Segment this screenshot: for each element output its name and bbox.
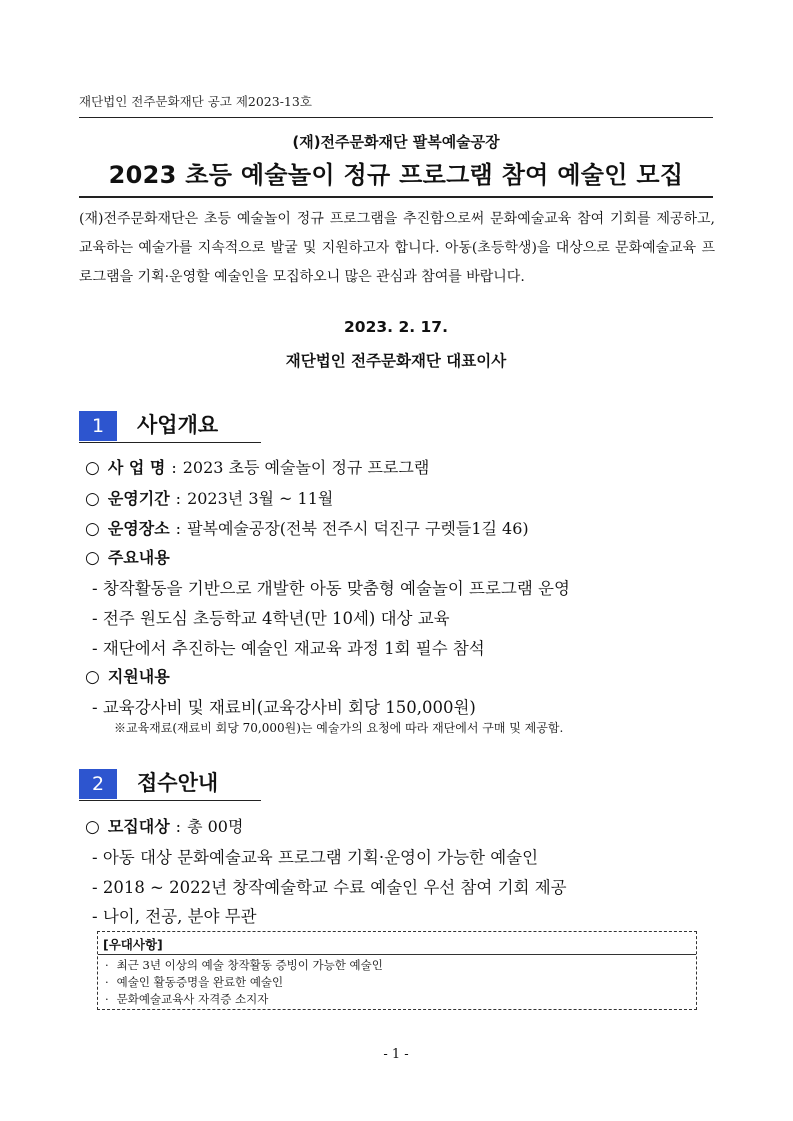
circle-bullet-icon: ○	[85, 519, 100, 539]
main-content-bullet: - 창작활동을 기반으로 개발한 아동 맞춤형 예술놀이 프로그램 운영	[92, 579, 570, 598]
item-project-name: ○ 사 업 명 : 2023 초등 예술놀이 정규 프로그램	[85, 458, 430, 478]
recruit-bullet: - 아동 대상 문화예술교육 프로그램 기획·운영이 가능한 예술인	[92, 848, 539, 867]
item-support	[85, 664, 170, 687]
main-content-bullet: - 재단에서 추진하는 예술인 재교육 과정 1회 필수 참석	[92, 639, 485, 658]
item-venue: ○ 운영장소 : 팔복예술공장(전북 전주시 덕진구 구렛들1길 46)	[85, 519, 529, 539]
top-divider	[79, 117, 713, 118]
preference-item: · 예술인 활동증명을 완료한 예술인	[105, 974, 383, 991]
section-2-title: 접수안내	[137, 771, 219, 795]
document-title: 2023 초등 예술놀이 정규 프로그램 참여 예술인 모집	[108, 161, 684, 189]
preference-list	[105, 957, 383, 1008]
preference-item: · 문화예술교육사 자격증 소지자	[105, 991, 383, 1008]
item-label: 주요내용	[107, 548, 170, 567]
circle-bullet-icon: ○	[85, 667, 100, 687]
recruit-bullet: - 2018 ~ 2022년 창작예술학교 수료 예술인 우선 참여 기회 제공	[92, 878, 567, 897]
section-1-badge: 1	[79, 411, 117, 441]
organization-signature: 재단법인 전주문화재단 대표이사	[285, 352, 507, 370]
circle-bullet-icon: ○	[85, 489, 100, 509]
item-label: 운영기간	[107, 489, 170, 508]
document-subtitle: (재)전주문화재단 팔복예술공장	[292, 133, 500, 151]
item-recruit-target: ○ 모집대상 : 총 00명	[85, 817, 244, 837]
section-1-title: 사업개요	[137, 413, 219, 437]
preference-divider	[98, 954, 696, 955]
section-2-underline	[79, 800, 261, 801]
item-label: 사 업 명	[107, 458, 166, 477]
preference-title: [우대사항]	[103, 937, 163, 952]
preference-box	[97, 931, 697, 1010]
circle-bullet-icon: ○	[85, 458, 100, 478]
title-divider	[79, 196, 713, 198]
recruit-bullet: - 나이, 전공, 분야 무관	[92, 907, 257, 926]
item-value: 총 00명	[187, 817, 244, 836]
intro-paragraph: (재)전주문화재단은 초등 예술놀이 정규 프로그램을 추진함으로써 문화예술교육 참여 기회를 제공하고, 교육하는 예술가를 지속적으로 발굴 및 지원하고자 합니다. 아동(초등학생)을 대상으로 문화예술교육 프로그램을 기획·운영할 예술인을 모집하오니 많은 관심과 참여를 바랍니다.	[79, 211, 715, 285]
item-label: 모집대상	[107, 817, 170, 836]
item-main-content	[85, 545, 170, 568]
announcement-date: 2023. 2. 17.	[344, 318, 448, 336]
item-label: 지원내용	[107, 667, 170, 686]
section-1-underline	[79, 442, 261, 443]
section-2-header	[79, 769, 279, 801]
preference-item: · 최근 3년 이상의 예술 창작활동 증빙이 가능한 예술인	[105, 957, 383, 974]
item-label: 운영장소	[107, 519, 170, 538]
item-period: ○ 운영기간 : 2023년 3월 ~ 11월	[85, 489, 334, 509]
support-note: ※교육재료(재료비 회당 70,000원)는 예술가의 요청에 따라 재단에서 구매 및 제공함.	[114, 721, 564, 735]
page-number: - 1 -	[383, 1047, 409, 1062]
circle-bullet-icon: ○	[85, 817, 100, 837]
section-1-header	[79, 411, 279, 443]
main-content-bullet: - 전주 원도심 초등학교 4학년(만 10세) 대상 교육	[92, 609, 450, 628]
notice-number: 재단법인 전주문화재단 공고 제2023-13호	[79, 94, 312, 109]
section-2-badge: 2	[79, 769, 117, 799]
item-value: 팔복예술공장(전북 전주시 덕진구 구렛들1길 46)	[187, 519, 529, 538]
circle-bullet-icon: ○	[85, 548, 100, 568]
item-value: 2023 초등 예술놀이 정규 프로그램	[182, 458, 430, 477]
item-value: 2023년 3월 ~ 11월	[187, 489, 334, 508]
support-bullet: - 교육강사비 및 재료비(교육강사비 회당 150,000원)	[92, 698, 476, 717]
